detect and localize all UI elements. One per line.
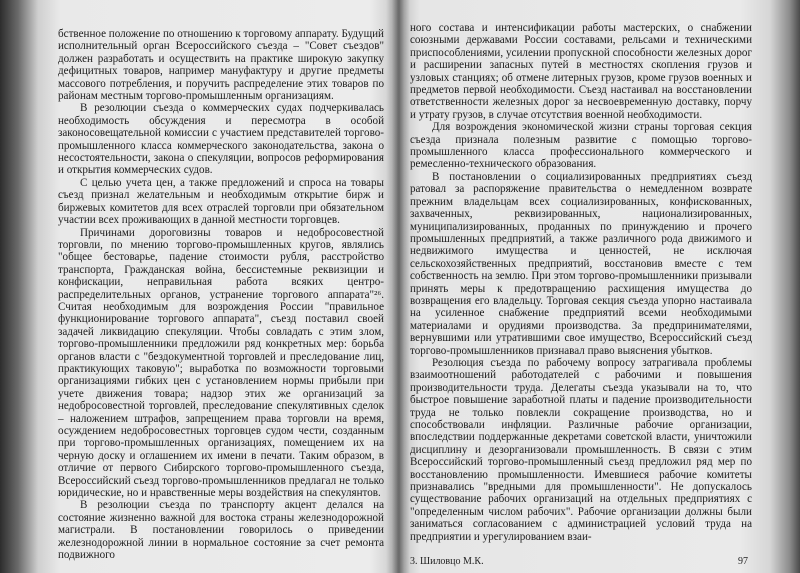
right-paragraph: ного состава и интенсификации работы мастерских, о снабжении союзными державами России составами, рельсами и техническими приспособлениями, усилении пропускной способности железных дорог и расширении запасных путей в местностях скопления грузов и узловых станциях; об отмене литерных грузов, кроме грузов военных и предметов первой необходимости. Съезд настаивал на восстановлении ответственности железных дорог за несвоевременную доставку, порчу и утрату грузов, в случае отсутствия военной необходимости.	[410, 22, 752, 121]
right-paragraph: Для возрождения экономической жизни страны торговая секция съезда признала полезным развитие с помощью торгово-промышленного класса профессионального коммерческого и ремесленно-технического образования.	[410, 121, 752, 171]
left-paragraph: В резолюции съезда по транспорту акцент делался на состояние жизненно важной для востока страны железнодорожной магистрали. В постановлении говорилось о приведении железнодорожной линии в нормальное состояние за счет ремонта подвижного	[58, 499, 384, 562]
right-paragraph: В постановлении о социализированных предприятиях съезд ратовал за распоряжение правительства о немедленном возврате прежним владельцам всех социализированных, конфискованных, захваченных, реквизированных, национализированных, муниципализированных, проданных по принуждению и прочего промышленных предприятий, а также различного рода движимого и недвижимого имущества и ценностей, не исключая сельскохозяйственных предприятий, восстановив вместе с тем собственность на землю. При этом торгово-промышленники призывали принять меры к предотвращению расхищения имущества до возвращения его владельцу. Торговая секция съезда упорно настаивала на усиленное снабжение предприятий всеми необходимыми материалами и орудиями производства. За предпринимателями, вернувшими или утратившими свое имущество, Всероссийский съезд торгово-промышленников признавал право выяснения убытков.	[410, 170, 752, 357]
right-paragraph: Резолюция съезда по рабочему вопросу затрагивала проблемы взаимоотношений работодателей с рабочими и повышения производительности труда. Делегаты съезда указывали на то, что быстрое повышение заработной платы и падение производительности труда не только повлекли сокращение производства, но и способствовали инфляции. Различные рабочие организации, впоследствии поддержанные декретами советской власти, уничтожили дисциплину и дезорганизовали промышленность. В связи с этим Всероссийский торгово-промышленный съезд предложил ряд мер по восстановлению промышленности. Имевшиеся рабочие комитеты признавались "вредными для промышленности". Не допускалось существование рабочих организаций на отдельных предприятиях с "определенным числом рабочих". Рабочие организации должны были заниматься согласованием с администрацией условий труда на предприятии и урегулированием взаи-	[410, 356, 752, 543]
right-page	[404, 0, 770, 573]
left-page	[40, 0, 390, 573]
left-paragraph: бственное положение по отношению к торговому аппарату. Будущий исполнительный орган Всероссийского съезда – "Совет съездов" должен разработать и осуществить на практике широкую закупку дефицитных товаров, например мануфактуру и другие предметы массового потребления, и поручить распределение этих товаров по районам местным торгово-промышленным организациям.	[58, 28, 384, 103]
left-page-text	[58, 28, 384, 561]
right-page-text	[410, 22, 752, 543]
left-paragraph: Причинами дороговизны товаров и недобросовестной торговли, по мнению торгово-промышленных кругов, являлись "общее бестоварье, падение стоимости рубля, расстройство транспорта, Гражданская война, бессистемные реквизиции и конфискации, неправильная работа всяких центро-распределительных органов, устранение торгового аппарата"²⁶. Считая необходимым для возрождения России "правильное функционирование торгового аппарата", съезд поставил своей задачей ликвидацию спекуляции. Чтобы совладать с этим злом, торгово-промышленники предложили ряд конкретных мер: борьба органов власти с "бездокументной торговлей и преследование лиц, практикующих таковую"; выработка по возможности торговыми организациями гибких цен с установлением нормы прибыли при учете движения товара; надзор этих же организаций за недобросовестной торговлей, преследование спекулятивных сделок – наложением штрафов, запрещением права торговли на время, осуждением недобросовестных торговцев судом чести, созданным при торгово-промышленных организациях, помещением их на черную доску и оглашением их имени в печати. Таким образом, в отличие от первого Сибирского торгово-промышленного съезда, Всероссийский съезд торгово-промышленников предлагал не только юридические, но и нравственные меры воздействия на спекулянтов.	[58, 226, 384, 500]
left-paragraph: В резолюции съезда о коммерческих судах подчеркивалась необходимость обсуждения и пересмотра в особой законосовещательной комиссии с участием представителей торгово-промышленного класса коммерческого законодательства, закона о несостоятельности, закона о спекуляции, вопросов реформирования и открытия коммерческих судов.	[58, 102, 384, 177]
running-footer-author: 3. Шиловцо М.К.	[410, 556, 484, 567]
page-number: 97	[738, 556, 748, 567]
left-paragraph: С целью учета цен, а также предложений и спроса на товары съезд признал желательным и необходимым открытие бирж и биржевых комитетов для всех отраслей торговли при обязательном участии всех проживающих в данной местности торговцев.	[58, 176, 384, 227]
